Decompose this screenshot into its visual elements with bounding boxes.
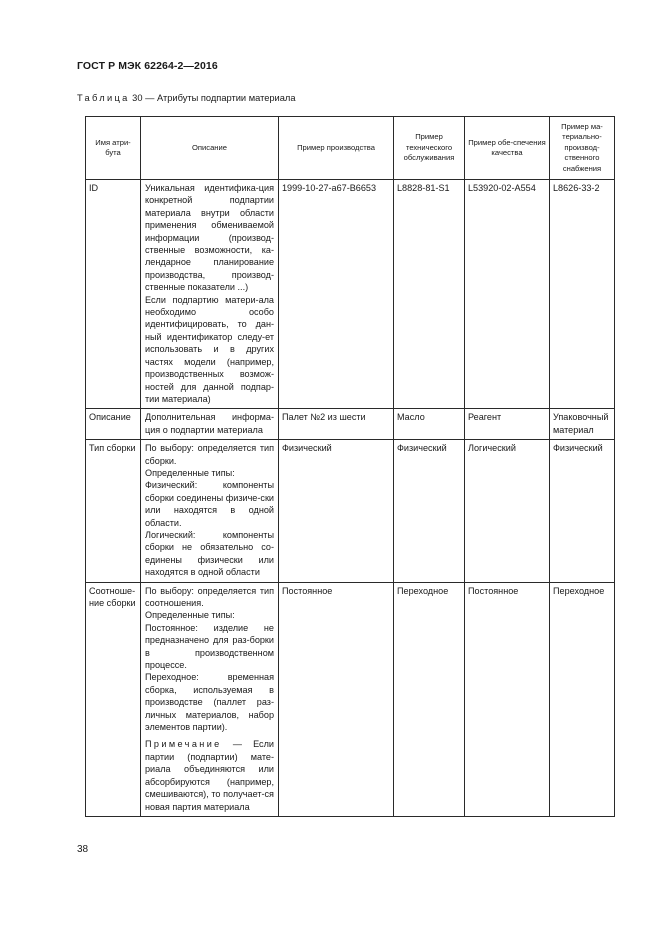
cell-attribute-name: Тип сборки xyxy=(86,440,141,582)
cell-maintenance: Масло xyxy=(394,409,465,440)
page-number: 38 xyxy=(77,844,89,855)
caption-number: 30 xyxy=(132,93,143,103)
cell-inventory: Переходное xyxy=(550,582,615,816)
table-row xyxy=(86,409,615,440)
description-line: Физический: компоненты сборки соединены физиче-ски или находятся в одной области. xyxy=(145,480,274,528)
cell-description xyxy=(141,582,279,816)
cell-description xyxy=(141,409,279,440)
description-line: По выбору: определяется тип соотношения. xyxy=(145,585,274,608)
description-line: По выбору: определяется тип сборки. xyxy=(145,443,274,466)
cell-quality: Логический xyxy=(465,440,550,582)
note-heading: Примечание xyxy=(145,739,222,750)
description-line: Если подпартию матери-ала необходимо особо идентифицировать, то дан-ный идентификатор следу-ет использовать и в других частях модели (например, производственных возмож-ностей для данной подпар-тии материала) xyxy=(145,294,274,404)
description-line: Дополнительная информа-ция о подпартии материала xyxy=(145,412,274,435)
cell-inventory: Упаковочный материал xyxy=(550,409,615,440)
description-line: Логический: компоненты сборки не обязательно со-единены физически или находятся в одной области xyxy=(145,529,274,578)
cell-attribute-name: Описание xyxy=(86,409,141,440)
cell-production: Постоянное xyxy=(279,582,394,816)
cell-attribute-name: ID xyxy=(86,180,141,409)
column-header-name: Имя атри-бута xyxy=(86,117,141,180)
column-header-quality: Пример обе-спечения качества xyxy=(465,117,550,180)
cell-maintenance: L8828-81-S1 xyxy=(394,180,465,409)
description-line: Определенные типы: xyxy=(145,467,235,478)
table-row xyxy=(86,440,615,582)
table-note xyxy=(145,738,274,812)
attributes-table xyxy=(85,116,615,817)
table-row xyxy=(86,582,615,816)
cell-production: 1999-10-27-a67-B6653 xyxy=(279,180,394,409)
description-line: Постоянное: изделие не предназначено для раз-борки в производственном процессе. xyxy=(145,622,274,671)
caption-prefix: Таблица xyxy=(77,93,130,103)
column-header-description: Описание xyxy=(141,117,279,180)
cell-maintenance: Переходное xyxy=(394,582,465,816)
cell-maintenance: Физический xyxy=(394,440,465,582)
cell-production: Палет №2 из шести xyxy=(279,409,394,440)
column-header-maintenance: Пример технического обслуживания xyxy=(394,117,465,180)
column-header-inventory: Пример ма-териально-производ-ственного снабжения xyxy=(550,117,615,180)
cell-description xyxy=(141,440,279,582)
cell-description xyxy=(141,180,279,409)
table-header-row xyxy=(86,117,615,180)
cell-attribute-name: Соотноше-ние сборки xyxy=(86,582,141,816)
caption-text: — Атрибуты подпартии материала xyxy=(145,93,296,103)
table-caption xyxy=(77,93,296,103)
cell-quality: L53920-02-A554 xyxy=(465,180,550,409)
description-line: Переходное: временная сборка, используемая в производстве (паллет раз-личных материалов, набор элементов партии). xyxy=(145,672,274,733)
note-text: — Если партии (подпартии) мате-риала объединяются или абсорбируются (например, смешиваются), то получает-ся новая партия материала xyxy=(145,739,274,812)
cell-quality: Постоянное xyxy=(465,582,550,816)
column-header-production: Пример производства xyxy=(279,117,394,180)
document-header: ГОСТ Р МЭК 62264-2—2016 xyxy=(77,60,218,72)
cell-quality: Реагент xyxy=(465,409,550,440)
cell-inventory: L8626-33-2 xyxy=(550,180,615,409)
cell-inventory: Физический xyxy=(550,440,615,582)
description-line: Определенные типы: xyxy=(145,610,235,621)
description-line: Уникальная идентифика-ция конкретной подпартии материала внутри области применения обмениваемой информации (производ-ственные возможности, ка-лендарное планирование производства, производ-ственные показатели ...) xyxy=(145,183,274,293)
cell-production: Физический xyxy=(279,440,394,582)
table-row xyxy=(86,180,615,409)
